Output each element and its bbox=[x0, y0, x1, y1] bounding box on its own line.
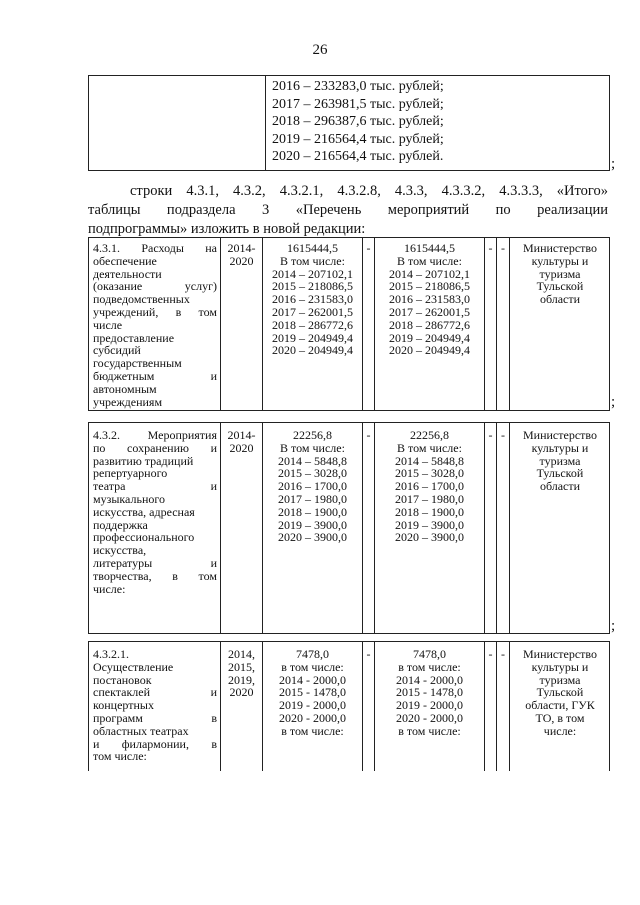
amount-line: 22256,8 bbox=[410, 428, 449, 442]
total-funding bbox=[263, 429, 362, 544]
local-funding: - bbox=[488, 428, 493, 442]
total-funding bbox=[263, 648, 362, 738]
amount-line: 1615444,5 bbox=[404, 241, 455, 255]
activity-description bbox=[93, 648, 217, 763]
col-divider bbox=[362, 238, 363, 410]
col-divider bbox=[484, 642, 485, 771]
federal-funding: - bbox=[366, 647, 371, 661]
amount-line: 2016 – 231583,0 bbox=[272, 292, 353, 307]
desc-line: 4.3.2. Мероприятия bbox=[93, 428, 217, 442]
end-semicolon: ; bbox=[611, 394, 616, 410]
funding-continuation-box bbox=[88, 75, 610, 171]
period-line: 2014- bbox=[227, 428, 256, 442]
executor-line: ТО, в том bbox=[535, 710, 585, 725]
amount-line: 2014 – 5848,8 bbox=[395, 453, 464, 468]
desc-line: театра и bbox=[93, 479, 217, 494]
desc-line: Осуществление bbox=[93, 659, 174, 674]
extrabudget-funding: - bbox=[501, 647, 505, 661]
desc-line: искусства, bbox=[93, 543, 147, 558]
amount-line: 2017 – 262001,5 bbox=[389, 304, 470, 319]
executor-line: числе: bbox=[543, 723, 577, 738]
amount-line: 2019 – 204949,4 bbox=[389, 330, 470, 345]
amount-line: 2014 – 207102,1 bbox=[389, 266, 470, 281]
executor-line: туризма bbox=[539, 453, 581, 468]
regional-funding bbox=[375, 429, 484, 544]
period-line: 2014, bbox=[228, 647, 255, 661]
end-semicolon: ; bbox=[611, 156, 616, 172]
executor-line: туризма bbox=[539, 266, 581, 281]
period-line: 2020 bbox=[229, 440, 254, 455]
funding-line: 2019 – 216564,4 тыс. рублей; bbox=[272, 131, 444, 147]
amount-line: 2020 – 3900,0 bbox=[395, 530, 464, 545]
desc-line: числе bbox=[93, 317, 123, 332]
amount-line: в том числе: bbox=[281, 659, 344, 674]
desc-line: спектаклей и bbox=[93, 685, 217, 700]
period bbox=[221, 648, 262, 699]
desc-line: учреждений, в том bbox=[93, 304, 217, 319]
executor-line: культуры и bbox=[531, 253, 589, 268]
desc-line: (оказание услуг) bbox=[93, 279, 217, 294]
period-line: 2014- bbox=[227, 241, 256, 255]
desc-line: деятельности bbox=[93, 266, 162, 281]
amount-line: 7478,0 bbox=[413, 647, 446, 661]
executor-line: области bbox=[539, 479, 581, 494]
desc-line: бюджетным и bbox=[93, 368, 217, 383]
funding-line: 2020 – 216564,4 тыс. рублей. bbox=[272, 149, 444, 164]
desc-line: учреждениям bbox=[93, 394, 163, 409]
amount-line: 2015 – 218086,5 bbox=[272, 279, 353, 294]
period-line: 2019, bbox=[228, 672, 255, 687]
amount-line: 2016 – 1700,0 bbox=[395, 479, 464, 494]
regional-funding bbox=[375, 242, 484, 357]
amount-line: 2020 – 3900,0 bbox=[278, 530, 347, 545]
amount-line: 2018 – 1900,0 bbox=[278, 504, 347, 519]
funding-line: 2018 – 296387,6 тыс. рублей; bbox=[272, 114, 444, 129]
executor bbox=[510, 429, 610, 493]
amount-line: 2018 – 286772,6 bbox=[389, 317, 470, 332]
amount-line: 2014 – 5848,8 bbox=[278, 453, 347, 468]
amount-line: 2018 – 286772,6 bbox=[272, 317, 353, 332]
desc-line: искусства, адресная bbox=[93, 504, 195, 519]
col-divider bbox=[496, 423, 497, 633]
amount-line: 2020 – 204949,4 bbox=[389, 343, 470, 358]
amount-line: 2017 – 262001,5 bbox=[272, 304, 353, 319]
executor-line: Министерство bbox=[523, 241, 597, 255]
amount-line: 2015 – 3028,0 bbox=[395, 466, 464, 481]
desc-line: постановок bbox=[93, 672, 152, 687]
amount-line: в том числе: bbox=[398, 723, 461, 738]
row-4-3-1 bbox=[88, 237, 610, 411]
paragraph-line: строки 4.3.1, 4.3.2, 4.3.2.1, 4.3.2.8, 4.3.3, 4.3.3.2, 4.3.3.3, «Итого» bbox=[130, 183, 608, 199]
executor-line: Тульской bbox=[536, 685, 584, 700]
amount-line: в том числе: bbox=[398, 659, 461, 674]
amount-line: 2015 – 3028,0 bbox=[278, 466, 347, 481]
desc-line: музыкального bbox=[93, 491, 165, 506]
desc-line: репертуарного bbox=[93, 466, 168, 481]
executor bbox=[510, 648, 610, 738]
col-divider bbox=[496, 642, 497, 771]
amount-line: в том числе: bbox=[281, 723, 344, 738]
desc-line: развитию традиций bbox=[93, 453, 194, 468]
amount-line: 2016 – 1700,0 bbox=[278, 479, 347, 494]
desc-line: автономным bbox=[93, 381, 157, 396]
executor-line: Тульской bbox=[536, 279, 584, 294]
amount-line: 2019 - 2000,0 bbox=[279, 698, 346, 713]
row-4-3-2-1 bbox=[88, 641, 610, 771]
amount-line: 2014 - 2000,0 bbox=[279, 672, 346, 687]
federal-funding: - bbox=[366, 241, 371, 255]
federal-funding: - bbox=[366, 428, 371, 442]
executor-line: туризма bbox=[539, 672, 581, 687]
period bbox=[221, 429, 262, 455]
col-divider bbox=[484, 238, 485, 410]
col-divider bbox=[496, 238, 497, 410]
period-line: 2020 bbox=[229, 253, 254, 268]
executor-line: Министерство bbox=[523, 647, 597, 661]
column-divider bbox=[265, 76, 266, 170]
desc-line: литературы и bbox=[93, 555, 217, 570]
desc-line: том числе: bbox=[93, 749, 147, 764]
amount-line: 2016 – 231583,0 bbox=[389, 292, 470, 307]
amount-line: 2017 – 1980,0 bbox=[278, 491, 347, 506]
col-divider bbox=[362, 642, 363, 771]
regional-funding bbox=[375, 648, 484, 738]
col-divider bbox=[362, 423, 363, 633]
amount-line: 2019 – 204949,4 bbox=[272, 330, 353, 345]
desc-line: обеспечение bbox=[93, 253, 157, 268]
activity-description bbox=[93, 429, 217, 595]
amount-line: В том числе: bbox=[397, 253, 462, 268]
period bbox=[221, 242, 262, 268]
amount-line: 2020 – 204949,4 bbox=[272, 343, 353, 358]
extrabudget-funding: - bbox=[501, 428, 505, 442]
amount-line: В том числе: bbox=[397, 440, 462, 455]
desc-line: программ в bbox=[93, 710, 217, 725]
amount-line: 22256,8 bbox=[293, 428, 332, 442]
desc-line: предоставление bbox=[93, 330, 175, 345]
executor-line: Тульской bbox=[536, 466, 584, 481]
activity-description bbox=[93, 242, 217, 408]
end-semicolon: ; bbox=[611, 618, 616, 634]
local-funding: - bbox=[488, 647, 493, 661]
amount-line: 2017 – 1980,0 bbox=[395, 491, 464, 506]
funding-line: 2016 – 233283,0 тыс. рублей; bbox=[272, 79, 444, 94]
extrabudget-funding: - bbox=[501, 241, 505, 255]
executor-line: области bbox=[539, 292, 581, 307]
funding-line: 2017 – 263981,5 тыс. рублей; bbox=[272, 96, 444, 112]
desc-line: государственным bbox=[93, 356, 182, 371]
amount-line: 2018 – 1900,0 bbox=[395, 504, 464, 519]
total-funding bbox=[263, 242, 362, 357]
amount-line: 2015 - 1478,0 bbox=[396, 685, 463, 700]
amount-line: 7478,0 bbox=[296, 647, 329, 661]
amount-line: 2020 - 2000,0 bbox=[279, 710, 346, 725]
executor bbox=[510, 242, 610, 306]
executor-line: культуры и bbox=[531, 440, 589, 455]
amount-line: 2015 - 1478,0 bbox=[279, 685, 346, 700]
amount-line: 2020 - 2000,0 bbox=[396, 710, 463, 725]
amount-line: 2014 – 207102,1 bbox=[272, 266, 353, 281]
page-number: 26 bbox=[312, 42, 328, 58]
col-divider bbox=[484, 423, 485, 633]
period-line: 2020 bbox=[229, 685, 254, 700]
executor-line: Министерство bbox=[523, 428, 597, 442]
local-funding: - bbox=[488, 241, 493, 255]
desc-line: подведомственных bbox=[93, 292, 190, 307]
period-line: 2015, bbox=[228, 659, 255, 674]
desc-line: 4.3.2.1. bbox=[93, 647, 129, 661]
amount-line: В том числе: bbox=[280, 440, 345, 455]
desc-line: поддержка bbox=[93, 517, 148, 532]
desc-line: профессионального bbox=[93, 530, 195, 545]
desc-line: областных театрах bbox=[93, 723, 189, 738]
amount-line: В том числе: bbox=[280, 253, 345, 268]
desc-line: числе: bbox=[93, 581, 126, 596]
desc-line: концертных bbox=[93, 698, 154, 713]
amount-line: 2019 – 3900,0 bbox=[278, 517, 347, 532]
funding-years-list bbox=[272, 78, 444, 166]
desc-line: и филармонии, в bbox=[93, 736, 217, 751]
executor-line: области, ГУК bbox=[525, 698, 595, 713]
paragraph-line: подпрограммы» изложить в новой редакции: bbox=[88, 221, 366, 237]
desc-line: субсидий bbox=[93, 343, 141, 358]
amount-line: 2019 – 3900,0 bbox=[395, 517, 464, 532]
desc-line: 4.3.1. Расходы на bbox=[93, 241, 217, 255]
paragraph-line: таблицы подраздела 3 «Перечень мероприятий по реализации bbox=[88, 202, 608, 218]
executor-line: культуры и bbox=[531, 659, 589, 674]
amount-line: 2015 – 218086,5 bbox=[389, 279, 470, 294]
row-4-3-2 bbox=[88, 422, 610, 634]
amount-line: 2019 - 2000,0 bbox=[396, 698, 463, 713]
amount-line: 2014 - 2000,0 bbox=[396, 672, 463, 687]
desc-line: по сохранению и bbox=[93, 440, 217, 455]
instruction-paragraph bbox=[88, 182, 608, 239]
desc-line: творчества, в том bbox=[93, 568, 217, 583]
amount-line: 1615444,5 bbox=[287, 241, 338, 255]
